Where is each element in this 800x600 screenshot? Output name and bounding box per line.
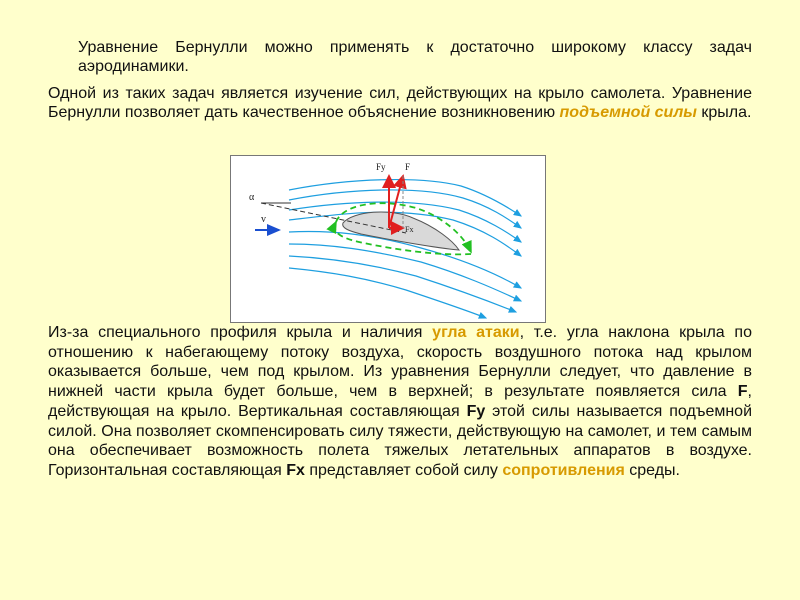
streamlines (289, 180, 521, 318)
explanation-text-4: этой силы называется подъемной силой. Она позволяет скомпенсировать силу тяжести, действующую на самолет, и тем самым она обеспечивает возможность полета тяжелых летательных аппаратов в воздухе. Горизонтальная составляющая (48, 402, 753, 479)
explanation-text-3: , действующая на крыло. Вертикальная составляющая (48, 383, 752, 420)
label-v: v (261, 214, 266, 225)
explanation-text-5: представляет собой силу (304, 461, 503, 479)
highlight-angle-of-attack: угла атаки (432, 324, 520, 341)
streamline (289, 180, 521, 216)
paragraph-intro-text: Уравнение Бернулли можно применять к достаточно широкому классу задач аэродинамики. (78, 39, 752, 75)
wing-airflow-figure (230, 155, 546, 323)
highlight-lift-force: подъемной силы (559, 104, 697, 121)
explanation-text-1: Из-за специального профиля крыла и наличия (48, 324, 433, 341)
paragraph-wing-task (48, 84, 752, 122)
paragraph-wing-task-text: Одной из таких задач является изучение сил, действующих на крыло самолета. Уравнение Бернулли позволяет дать качественное объяснение возникновению (48, 85, 752, 121)
label-F: F (405, 162, 411, 172)
label-Fx: Fx (405, 225, 414, 234)
paragraph-intro (48, 38, 752, 76)
symbol-F: F (737, 383, 748, 401)
explanation-text-2: , т.е. угла наклона крыла по отношению к набегающему потоку воздуха, скорость воздушного потока над крылом оказывается больше, чем под крылом. Из уравнения Бернулли следует, что давление в нижней части крыла будет больше, чем в верхней; в результате появляется сила (48, 324, 752, 401)
label-Fy: Fy (376, 162, 386, 172)
paragraph-wing-task-end: крыла. (696, 104, 752, 121)
highlight-resistance: сопротивления (502, 461, 625, 479)
streamline (289, 268, 486, 318)
explanation-text-6: среды. (624, 461, 680, 479)
symbol-Fy: Fy (466, 402, 486, 420)
airflow-diagram (231, 156, 545, 322)
symbol-Fx: Fx (286, 461, 305, 479)
label-alpha: α (249, 192, 255, 203)
paragraph-explanation (48, 323, 752, 481)
